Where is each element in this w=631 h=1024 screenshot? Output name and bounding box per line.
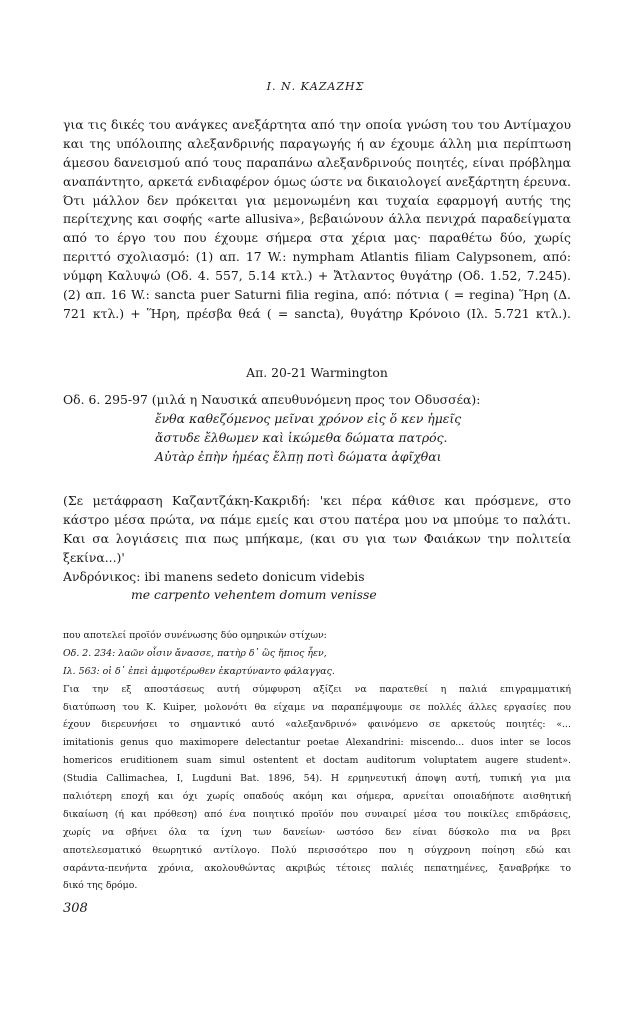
footnote-line: αποτελεσματικό θεωρητικό αντίλογο. Πολύ περισσότερο που η σύγχρονη ποίηση εδώ και [63,844,571,856]
body-line: (2) απ. 16 W.: sancta puer Saturni filia regina, από: πότνια ( = regina) Ἥρη (Δ. [63,287,571,303]
body-paragraph [63,116,571,324]
page-number: 308 [63,901,88,916]
footnote-line: που αποτελεί προϊόν συνένωσης δύο ομηρικών στίχων: [63,630,327,641]
fragment-section [63,364,571,383]
footnote-line: δικό της δρόμο. [63,880,138,892]
translation-line: Και σα λογιάσεις πια πως μπήκαμε, (και συ για των Φαιάκων την πολιτεία [63,530,571,546]
footnote-line: διατύπωση του Κ. Kuiper, μολονότι θα είχαμε να παραπέμψουμε σε πολλές άλλες εργασίες που [63,701,571,713]
andronicus-line: me carpento vehentem domum venisse [131,587,377,603]
translation-line: ξεκίνα...)' [63,549,125,565]
footnote-line: homericos eruditionem suam simul ostentent et doctam auditorum voluptatem augere student». [63,755,571,767]
footnote [63,627,571,895]
body-line: περιττό σχολιασμό: (1) απ. 17 W.: nympham Atlantis filiam Calypsonem, από: [63,249,571,265]
body-line: και της υπόλοιπης αλεξανδρινής παραγωγής ή αν έχουμε άλλη μια περίπτωση [63,135,571,151]
body-line: από το έργο του που έχουμε σήμερα στα χέρια μας· παραθέτω δύο, χωρίς [63,230,571,246]
translation-line: (Σε μετάφραση Καζαντζάκη-Κακριδή: 'κει πέρα κάθισε και πρόσμενε, στο [63,493,571,508]
odyssey-quote [63,391,571,467]
fragment-heading: Απ. 20-21 Warmington [246,365,388,380]
footnote-line: imitationis genus quo maximopere delectantur poetae Alexandrini: miscendo... duos inter se locos [63,737,571,749]
body-line: για τις δικές του ανάγκες ανεξάρτητα από την οποία γνώση του του Αντίμαχου [63,117,571,132]
footnote-line: δικαίωση (ή και πρόθεση) από ένα ποιητικό προϊόν που συναιρεί μέσα του ποικίλες επιδράσεις, [63,808,571,820]
translation-block [63,492,571,605]
footnote-line: παλιότερη εποχή και όχι χωρίς οπαδούς ακόμη και σήμερα, αρνείται οποιαδήποτε αισθητική [63,791,571,803]
body-line: αναπάντητο, αρκετά ενδιαφέρον όμως ώστε να δικαιολογεί ανεξάρτητη έρευνα. [63,173,571,189]
body-line: νύμφη Καλυψώ (Οδ. 4. 557, 5.14 κτλ.) + Ἄτλαντος θυγάτηρ (Οδ. 1.52, 7.245). [63,268,571,284]
footnote-line: σαράντα-πενήντα χρόνια, ακολουθώντας ακριβώς τέτοιες παλιές πεπατημένες, ξαναβρήκε το [63,862,571,874]
footnote-line: χωρίς να σβήνει όλα τα ίχνη των δανείων· ωστόσο δεν είναι δύσκολο πια να βρει [63,826,571,838]
body-line: άμεσου δανεισμού από τους παραπάνω αλεξανδρινούς ποιητές, είναι πρόβλημα [63,154,571,170]
footnote-line: (Studia Callimachea, I, Lugduni Bat. 1896, 54). Η ερμηνευτική άποψη αυτή, τυπική για μια [63,773,571,785]
andronicus-line: Ανδρόνικος: ibi manens sedeto donicum videbis [63,568,365,584]
greek-verse: Αὐτὰρ ἐπὴν ἡμέας ἔλπῃ ποτὶ δώματα ἀφῖχθαι [155,448,442,464]
body-line: περίτεχνης και σοφής «arte allusiva», βεβαιώνουν άλλα πενιχρά παραδείγματα [63,211,571,227]
footnote-line: Οδ. 2. 234: λαῶν οἷσιν ἄνασσε, πατὴρ δ᾽ ὣς ἤπιος ἦεν, [63,647,327,659]
odyssey-reference: Οδ. 6. 295-97 (μιλά η Ναυσικά απευθυνόμενη προς τον Οδυσσέα): [63,392,481,407]
footnote-line: Ιλ. 563: οἱ δ᾽ ἐπεὶ ἀμφοτέρωθεν ἐκαρτύναντο φάλαγγας. [63,665,335,677]
greek-verse: ἄστυδε ἔλθωμεν καὶ ἱκώμεθα δώματα πατρός. [155,429,448,445]
translation-line: κάστρο μέσα πρώτα, να πάμε εμείς και στου πατέρα μου να μπούμε το παλάτι. [63,511,571,527]
greek-verse: ἔνθα καθεζόμενος μεῖναι χρόνον εἰς ὅ κεν ἡμεῖς [155,410,462,426]
body-line: 721 κτλ.) + Ἥρη, πρέσβα θεά ( = sancta), θυγάτηρ Κρόνοιο (Ιλ. 5.721 κτλ.). [63,305,571,321]
running-head: Ι. Ν. ΚΑΖΑΖΗΣ [266,80,365,93]
footnote-line: έχουν διερευνήσει το σημαντικό αυτό «αλεξανδρινό» φαινόμενο σε αρκετούς ποιητές: «... [63,719,571,731]
footnote-line: Για την εξ αποστάσεως αυτή σύμφυρση αξίζει να παρατεθεί η παλιά επιγραμματική [63,683,571,695]
body-line: Ότι μάλλον δεν πρόκειται για μεμονωμένη και τυχαία εφαρμογή αυτής της [63,192,571,208]
